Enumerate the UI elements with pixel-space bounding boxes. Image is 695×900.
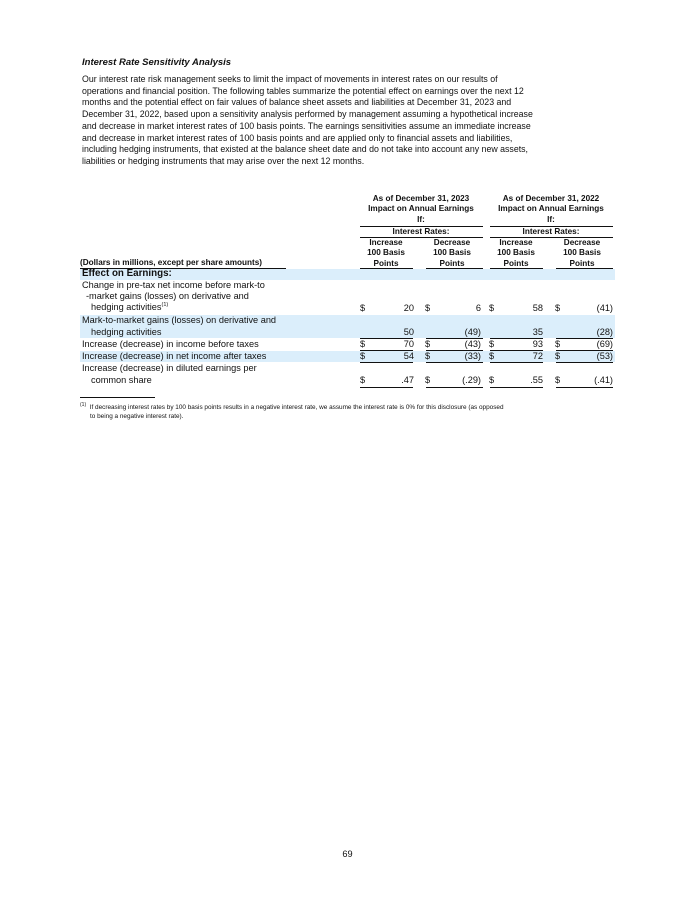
paragraph-line: liabilities or hedging instruments that may arise over the next 12 months. [82, 155, 365, 166]
value-cell: (28) [596, 327, 613, 337]
row-label: Change in pre-tax net income before mark-to [82, 280, 265, 290]
value-cell: 35 [532, 327, 543, 337]
value-cell: (33) [464, 351, 481, 361]
value-cell: (.29) [462, 375, 481, 385]
units-label: (Dollars in millions, except per share amounts) [80, 258, 262, 267]
value-cell: 72 [532, 351, 543, 361]
value-cell: 70 [403, 339, 414, 349]
value-cell: 93 [532, 339, 543, 349]
col-l3: Points [373, 258, 399, 268]
group-header-2023 [356, 194, 486, 225]
currency-sign: $ [360, 339, 366, 349]
rule [360, 387, 413, 388]
paragraph-line: operations and financial position. The following tables summarize the potential effect on earnings over the next 12 [82, 85, 524, 96]
currency-sign: $ [425, 303, 431, 313]
group-2023-line3: If: [417, 214, 425, 224]
value-cell: 50 [403, 327, 414, 337]
value-cell: .47 [401, 375, 414, 385]
section-label-text: Effect on Earnings: [82, 268, 172, 279]
paragraph-line: including hedging instruments, that existed at the balance sheet date and do not take into account any new assets, [82, 144, 529, 155]
value-cell: .55 [530, 375, 543, 385]
currency-sign: $ [555, 351, 561, 361]
rule [426, 362, 483, 363]
page-number: 69 [342, 849, 353, 859]
col-header-increase-2022 [486, 238, 546, 269]
row-label: common share [91, 375, 152, 385]
currency-sign: $ [360, 375, 366, 385]
col-l3: Points [439, 258, 465, 268]
rule [490, 387, 543, 388]
currency-sign: $ [425, 351, 431, 361]
col-l2: 100 Basis [497, 248, 535, 258]
group-header-2022 [486, 194, 616, 225]
currency-sign: $ [489, 351, 495, 361]
currency-sign: $ [360, 351, 366, 361]
section-title: Interest Rate Sensitivity Analysis [82, 57, 232, 68]
row-label: Increase (decrease) in diluted earnings per [82, 363, 257, 373]
col-l3: Points [503, 258, 529, 268]
currency-sign: $ [555, 339, 561, 349]
currency-sign: $ [489, 303, 495, 313]
col-l2: 100 Basis [563, 248, 601, 258]
col-l3: Points [569, 258, 595, 268]
paragraph-line: Our interest rate risk management seeks to limit the impact of movements in interest rates on our results of [82, 74, 498, 84]
paragraph-line: and decrease in market interest rates of 100 basis points and are applied only to financial assets and liabilities, [82, 132, 513, 143]
footnote-ref: (1) [161, 301, 169, 308]
row-label: -market gains (losses) on derivative and [86, 291, 249, 301]
rule [426, 387, 483, 388]
value-cell: (.41) [594, 375, 613, 385]
col-l1: Increase [369, 238, 403, 247]
interest-rates-label-2023: Interest Rates: [392, 227, 450, 236]
currency-sign: $ [425, 339, 431, 349]
value-cell: (53) [596, 351, 613, 361]
currency-sign: $ [489, 375, 495, 385]
interest-rates-label-2022: Interest Rates: [522, 227, 580, 236]
col-header-decrease-2023 [422, 238, 482, 269]
value-cell: (41) [596, 303, 613, 313]
currency-sign: $ [489, 339, 495, 349]
col-l1: Decrease [433, 238, 471, 247]
row-label [91, 302, 168, 312]
col-header-decrease-2022 [552, 238, 612, 269]
rule [490, 362, 543, 363]
col-l2: 100 Basis [433, 248, 471, 258]
group-2023-line2: Impact on Annual Earnings [368, 204, 474, 214]
row-label: Mark-to-market gains (losses) on derivative and [82, 315, 277, 325]
row-label: Increase (decrease) in income before taxes [82, 339, 259, 349]
footnote-text: If decreasing interest rates by 100 basis points results in a negative interest rate, we assume the interest rate is 0% for this disclosure (as opposed [89, 404, 504, 411]
footnote-text: to being a negative interest rate). [90, 413, 184, 420]
rule [556, 387, 613, 388]
currency-sign: $ [555, 375, 561, 385]
row-label-text: hedging activities [91, 302, 162, 312]
footnote-marker: (1) [80, 401, 87, 408]
group-2022-line3: If: [547, 214, 555, 224]
col-l1: Increase [499, 238, 533, 247]
value-cell: 58 [532, 303, 543, 313]
group-2022-line1: As of December 31, 2022 [502, 194, 600, 203]
footnote [80, 403, 620, 421]
value-cell: 54 [403, 351, 414, 361]
row-label: Increase (decrease) in net income after taxes [82, 351, 267, 361]
col-l2: 100 Basis [367, 248, 405, 258]
currency-sign: $ [425, 375, 431, 385]
currency-sign: $ [360, 303, 366, 313]
paragraph-line: December 31, 2022, based upon a sensitivity analysis performed by management assuming a hypothetical increase [82, 109, 533, 120]
currency-sign: $ [555, 303, 561, 313]
col-header-increase-2023 [356, 238, 416, 269]
footnote-divider [80, 397, 155, 398]
row-label: hedging activities [91, 327, 162, 337]
group-2023-line1: As of December 31, 2023 [372, 194, 470, 203]
paragraph-line: and decrease in market interest rates of 100 basis points. The earnings sensitivities assume an immediate increase [82, 120, 531, 131]
footnote-line [80, 403, 620, 412]
value-cell: (43) [464, 339, 481, 349]
rule [556, 362, 613, 363]
value-cell: 6 [475, 303, 481, 313]
intro-paragraph [82, 74, 622, 168]
paragraph-line: months and the potential effect on fair values of balance sheet assets and liabilities at December 31, 2023 and [82, 97, 512, 108]
value-cell: (69) [596, 339, 613, 349]
value-cell: 20 [403, 303, 414, 313]
col-l1: Decrease [563, 238, 601, 247]
rule [360, 362, 413, 363]
value-cell: (49) [464, 327, 481, 337]
group-2022-line2: Impact on Annual Earnings [498, 204, 604, 214]
